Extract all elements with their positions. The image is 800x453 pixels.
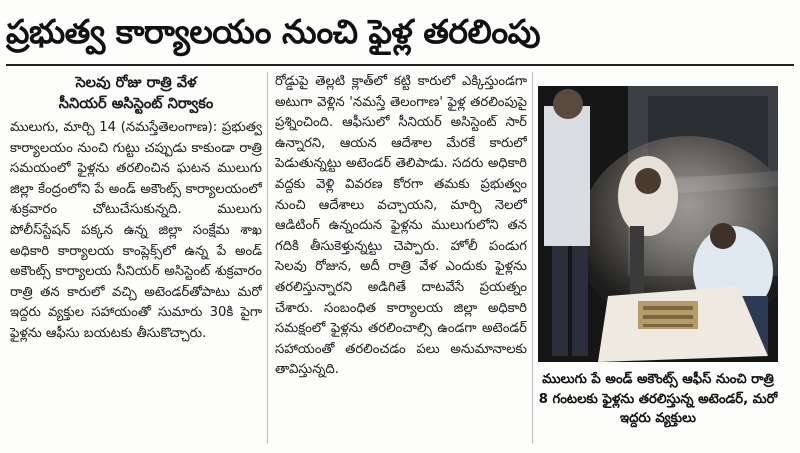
headline: ప్రభుత్వ కార్యాలయం నుంచి ఫైళ్ల తరలింపు — [6, 12, 541, 51]
subheadline-line-1: సెలవు రోజు రాత్రి వేళ — [75, 74, 197, 91]
article-body-part-1: ములుగు, మార్చి 14 (నమస్తేతెలంగాణ): ప్రభుత్వ కార్యాలయం నుంచి గుట్టు చప్పుడు కాకుండా రాత్రి సమయంలో ఫైళ్లను తరలించిన ఘటన ములుగు జిల్లా కేంద్రంలోని పే అండ్ అకౌంట్స్ కార్యాలయంలో శుక్రవారం చోటుచేసుకున్నది. ములుగు పోలీస్‌స్టేషన్ పక్కన ఉన్న జిల్లా సంక్షేమ శాఖ అధికారి కార్యాలయ కాంప్లెక్స్‌లో ఉన్న పే అండ్ అకౌంట్స్ కార్యాలయ సీనియర్ అసిస్టెంట్ శుక్రవారం రాత్రి తన కారులో వచ్చి అటెండర్‌తోపాటు మరో ఇద్దరు వ్యక్తుల సహాయంతో సుమారు 30కి పైగా ఫైళ్లను ఆఫీసు బయటకు తీసుకొచ్చారు. — [10, 120, 262, 341]
article-column-1 — [10, 72, 262, 450]
article-body-part-2: రోడ్డుపై తెల్లటి క్లాత్‌లో కట్టి కారులో ఎక్కిస్తుండగా అటుగా వెళ్లిన 'నమస్తే తెలంగాణ' ఫైళ్ల తరలింపుపై ప్రశ్నించింది. ఆఫీసులో సీనియర్ అసిస్టెంట్ సార్ ఉన్నారని, ఆయన ఆదేశాల మేరకే కారులో పెడుతున్నట్టు అటెండర్ తెలిపాడు. సదరు అధికారి వద్దకు వెళ్లి వివరణ కోరగా తమకు ప్రభుత్వం నుంచి ఆదేశాలు వచ్చాయని, మార్చి నెలలో ఆడిటింగ్ ఉన్నందున ఫైళ్లను ములుగులోని తన గదికి తీసుకెళ్తున్నట్టు చెప్పారు. హోలీ పండుగ సెలవు రోజున, అదీ రాత్రి వేళ ఎందుకు ఫైళ్లను తరలిస్తున్నారని అడిగితే దాటవేసే ప్రయత్నం చేశారు. సంబంధిత కార్యాలయ జిల్లా అధికారి సమక్షంలో ఫైళ్లను తరలించాల్సి ఉండగా అటెండర్ సహాయంతో తరలించడం పలు అనుమానాలకు తావిస్తున్నది. — [275, 74, 527, 378]
column-divider — [267, 72, 268, 444]
news-photo — [538, 86, 778, 362]
article-column-2 — [275, 72, 527, 450]
headline-rule — [6, 64, 794, 66]
subheadline — [10, 72, 262, 114]
column-divider — [532, 72, 533, 444]
photo-caption: ములుగు పే అండ్ అకౌంట్స్ ఆఫీస్ నుంచి రాత్రి 8 గంటలకు ఫైళ్లను తరలిస్తున్న అటెండర్, మరో ఇద్దరు వ్యక్తులు — [538, 372, 778, 426]
subheadline-line-2: సీనియర్ అసిస్టెంట్ నిర్వాకం — [58, 95, 214, 112]
photo-illustration — [538, 86, 778, 362]
